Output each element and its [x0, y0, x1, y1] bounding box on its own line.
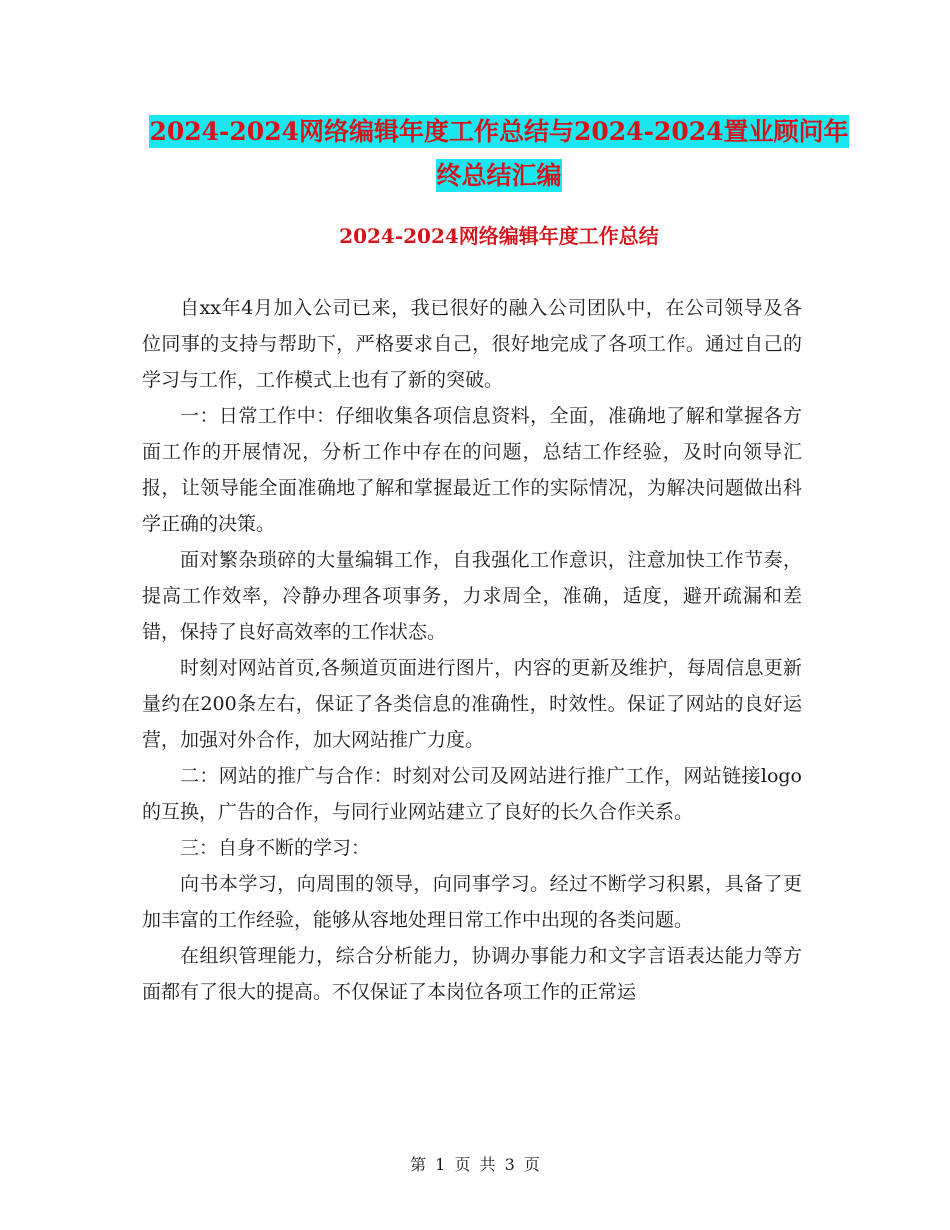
body-paragraph: 一：日常工作中：仔细收集各项信息资料，全面，准确地了解和掌握各方面工作的开展情况，分析工作中存在的问题，总结工作经验，及时向领导汇报，让领导能全面准确地了解和掌握最近工作的实际情况，为解决问题做出科学正确的决策。 [142, 405, 802, 535]
body-paragraph: 在组织管理能力，综合分析能力，协调办事能力和文字言语表达能力等方面都有了很大的提高。不仅保证了本岗位各项工作的正常运 [142, 945, 802, 1003]
body-paragraph: 面对繁杂琐碎的大量编辑工作，自我强化工作意识，注意加快工作节奏，提高工作效率，冷静办理各项事务，力求周全，准确，适度，避开疏漏和差错，保持了良好高效率的工作状态。 [142, 549, 802, 643]
body-paragraph: 时刻对网站首页,各频道页面进行图片，内容的更新及维护，每周信息更新量约在200条左右，保证了各类信息的准确性，时效性。保证了网站的良好运营，加强对外合作，加大网站推广力度。 [142, 657, 802, 751]
body-paragraph: 三：自身不断的学习： [180, 837, 371, 859]
document-title-text: 2024-2024网络编辑年度工作总结与2024-2024置业顾问年终总结汇编 [149, 117, 849, 190]
page-indicator: 第 1 页 共 3 页 [410, 1155, 540, 1174]
document-title [140, 110, 858, 198]
document-body [142, 290, 802, 1010]
body-paragraph: 二：网站的推广与合作：时刻对公司及网站进行推广工作，网站链接logo的互换，广告的合作，与同行业网站建立了良好的长久合作关系。 [142, 765, 802, 823]
body-paragraph: 自xx年4月加入公司已来，我已很好的融入公司团队中，在公司领导及各位同事的支持与帮助下，严格要求自己，很好地完成了各项工作。通过自己的学习与工作，工作模式上也有了新的突破。 [142, 297, 802, 391]
section-title: 2024-2024网络编辑年度工作总结 [339, 224, 659, 248]
body-paragraph: 向书本学习，向周围的领导，向同事学习。经过不断学习积累，具备了更加丰富的工作经验，能够从容地处理日常工作中出现的各类问题。 [142, 873, 802, 931]
